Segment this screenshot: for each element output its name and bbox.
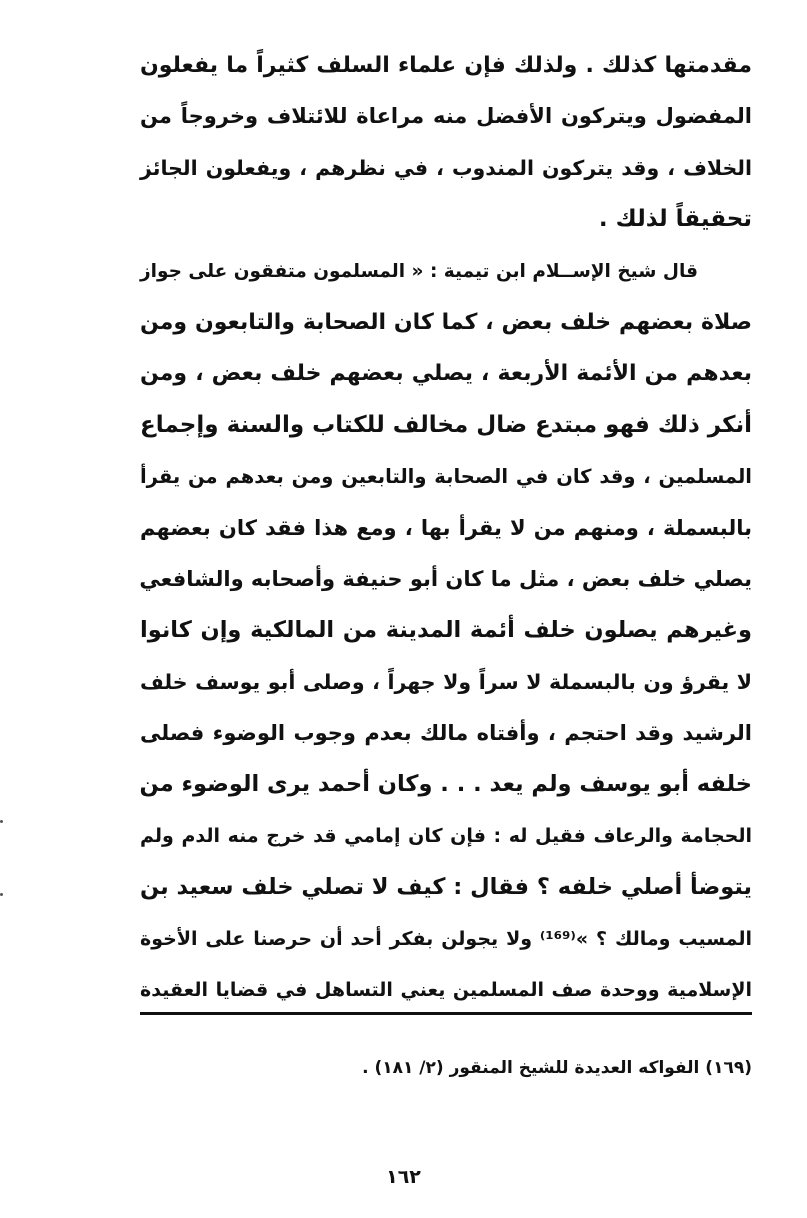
footnote-divider (140, 1012, 752, 1015)
text-line-1: مقدمتها كذلك . ولذلك فإن علماء السلف كثيراً ما يفعلون (140, 53, 752, 78)
text-line-17: يتوضأ أصلي خلفه ؟ فقال : كيف لا تصلي خلف سعيد بن (140, 874, 752, 901)
text-line-19: الإسلامية ووحدة صف المسلمين يعني التساهل في قضايا العقيدة (140, 979, 752, 1002)
text-line-2: المفضول ويتركون الأفضل منه مراعاة للائتلاف وخروجاً من (140, 104, 752, 129)
text-line-5: قال شيخ الإســلام ابن تيمية : « المسلمون متفقون على جواز (140, 260, 698, 282)
text-line-3: الخلاف ، وقد يتركون المندوب ، في نظرهم ، ويفعلون الجائز (140, 155, 752, 180)
text-line-10: بالبسملة ، ومنهم من لا يقرأ بها ، ومع هذا فقد كان بعضهم (140, 515, 752, 540)
text-line-16: الحجامة والرعاف فقيل له : فإن كان إمامي قد خرج منه الدم ولم (140, 824, 752, 847)
margin-speck (0, 820, 3, 823)
text-line-18: المسيب ومالك ؟ »⁽¹⁶⁹⁾ ولا يجولن بفكر أحد أن حرصنا على الأخوة (140, 927, 752, 950)
text-line-11: يصلي خلف بعض ، مثل ما كان أبو حنيفة وأصحابه والشافعي (139, 566, 752, 591)
text-line-8: أنكر ذلك فهو مبتدع ضال مخالف للكتاب والسنة وإجماع (140, 411, 752, 438)
text-line-14: الرشيد وقد احتجم ، وأفتاه مالك بعدم وجوب الوضوء فصلى (140, 721, 752, 746)
body-text (140, 40, 752, 1016)
text-line-6: صلاة بعضهم خلف بعض ، كما كان الصحابة والتابعون ومن (140, 309, 752, 335)
margin-speck (0, 893, 3, 896)
text-line-7: بعدهم من الأئمة الأربعة ، يصلي بعضهم خلف بعض ، ومن (140, 361, 752, 387)
text-line-15: خلفه أبو يوسف ولم يعد . . . وكان أحمد يرى الوضوء من (139, 771, 752, 798)
text-line-13: لا يقرؤ ون بالبسملة لا سراً ولا جهراً ، وصلى أبو يوسف خلف (140, 669, 752, 694)
page-number: ١٦٢ (386, 1166, 421, 1188)
footnote: (١٦٩) الفواكه العديدة للشيخ المنقور (٢/ ١٨١) . (362, 1058, 752, 1078)
text-line-9: المسلمين ، وقد كان في الصحابة والتابعين ومن بعدهم من يقرأ (140, 465, 752, 489)
text-line-12: وغيرهم يصلون خلف أئمة المدينة من المالكية وإن كانوا (140, 617, 752, 644)
text-line-4: تحقيقاً لذلك . (598, 206, 752, 233)
